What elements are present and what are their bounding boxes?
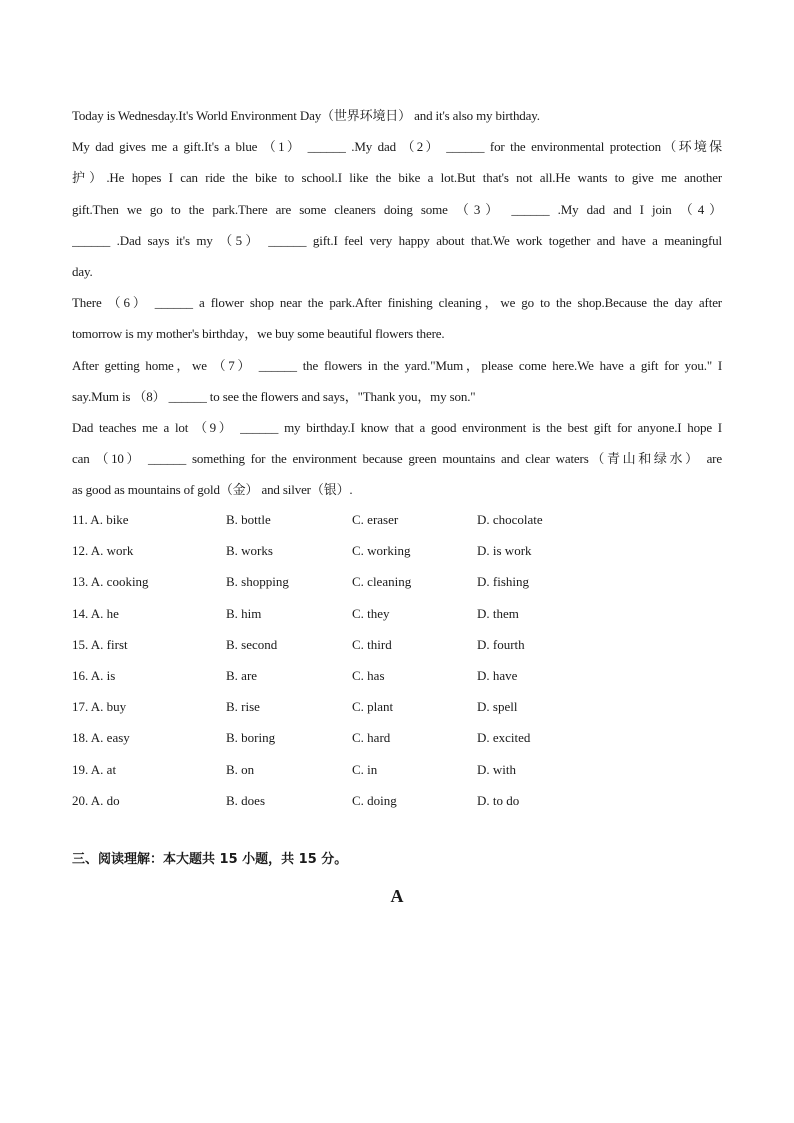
cloze-passage	[72, 100, 722, 505]
option-c: C. working	[352, 543, 411, 559]
option-a: 18. A. easy	[72, 730, 130, 746]
option-a: 17. A. buy	[72, 699, 127, 715]
option-b: B. does	[226, 792, 265, 808]
passage-line: My dad gives me a gift.It's a blue （1） ______ .My dad （2） ______ for the environmental protection（环境保	[72, 139, 722, 155]
option-d: D. fourth	[477, 636, 525, 652]
passage-line: can （10） ______ something for the environment because green mountains and clear waters（青山和绿水） are	[72, 451, 722, 467]
question-row	[72, 691, 722, 722]
passage-line: After getting home，we （7） ______ the flowers in the yard."Mum，please come here.We have a gift for you." I	[72, 357, 722, 373]
option-d: D. spell	[477, 699, 518, 715]
question-row	[72, 566, 722, 597]
question-options-list	[72, 504, 722, 816]
option-c: C. eraser	[352, 512, 399, 527]
option-a: 20. A. do	[72, 792, 120, 808]
option-b: B. boring	[226, 730, 276, 746]
passage-line: ______ .Dad says it's my （5） ______ gift.I feel very happy about that.We work together and have a meaningful	[72, 232, 722, 248]
option-b: B. him	[226, 605, 262, 621]
question-row	[72, 722, 722, 753]
option-d: D. chocolate	[477, 512, 543, 527]
option-d: D. to do	[477, 792, 520, 808]
option-a: 13. A. cooking	[72, 574, 149, 590]
question-row	[72, 660, 722, 691]
option-c: C. they	[352, 605, 390, 621]
option-d: D. is work	[477, 543, 532, 559]
passage-line: day.	[72, 263, 93, 279]
option-d: D. with	[477, 761, 516, 777]
option-c: C. cleaning	[352, 574, 412, 590]
passage-line: gift.Then we go to the park.There are some cleaners doing some （3） ______ .My dad and I join （4）	[72, 201, 722, 217]
option-c: C. plant	[352, 699, 394, 715]
option-c: C. has	[352, 667, 385, 683]
question-row	[72, 535, 722, 566]
passage-line: tomorrow is my mother's birthday，we buy some beautiful flowers there.	[72, 326, 445, 342]
question-row	[72, 785, 722, 816]
passage-line: 护）.He hopes I can ride the bike to school.I like the bike a lot.But that's not all.He wants to give me another	[72, 170, 722, 186]
option-c: C. doing	[352, 792, 397, 808]
passage-line: Dad teaches me a lot （9） ______ my birthday.I know that a good environment is the best gift for anyone.I hope I	[72, 419, 722, 435]
option-b: B. shopping	[226, 574, 289, 590]
option-b: B. bottle	[226, 512, 271, 527]
option-a: 14. A. he	[72, 605, 119, 621]
option-b: B. works	[226, 543, 273, 559]
option-d: D. fishing	[477, 574, 529, 590]
question-row	[72, 504, 722, 535]
question-row	[72, 629, 722, 660]
option-c: C. hard	[352, 730, 391, 746]
option-b: B. on	[226, 761, 255, 777]
passage-line: There （6） ______ a flower shop near the park.After finishing cleaning，we go to the shop.Because the day after	[72, 295, 722, 311]
option-a: 11. A. bike	[72, 512, 129, 527]
option-d: D. excited	[477, 730, 531, 746]
section-heading: 三、阅读理解：本大题共 15 小题，共 15 分。	[72, 852, 348, 867]
question-row	[72, 754, 722, 785]
option-b: B. second	[226, 636, 278, 652]
option-d: D. them	[477, 605, 519, 621]
option-b: B. rise	[226, 699, 260, 715]
option-d: D. have	[477, 667, 518, 683]
option-a: 16. A. is	[72, 667, 116, 683]
passage-line: as good as mountains of gold（金） and silver（银）.	[72, 482, 353, 498]
option-c: C. third	[352, 636, 392, 652]
option-c: C. in	[352, 761, 378, 777]
passage-line: say.Mum is （8） ______ to see the flowers and says，"Thank you，my son."	[72, 388, 476, 404]
option-b: B. are	[226, 667, 258, 683]
subsection-label: A	[390, 886, 404, 906]
option-a: 19. A. at	[72, 761, 117, 777]
option-a: 15. A. first	[72, 636, 128, 652]
passage-line: Today is Wednesday.It's World Environment Day（世界环境日） and it's also my birthday.	[72, 108, 540, 123]
question-row	[72, 598, 722, 629]
option-a: 12. A. work	[72, 543, 134, 559]
